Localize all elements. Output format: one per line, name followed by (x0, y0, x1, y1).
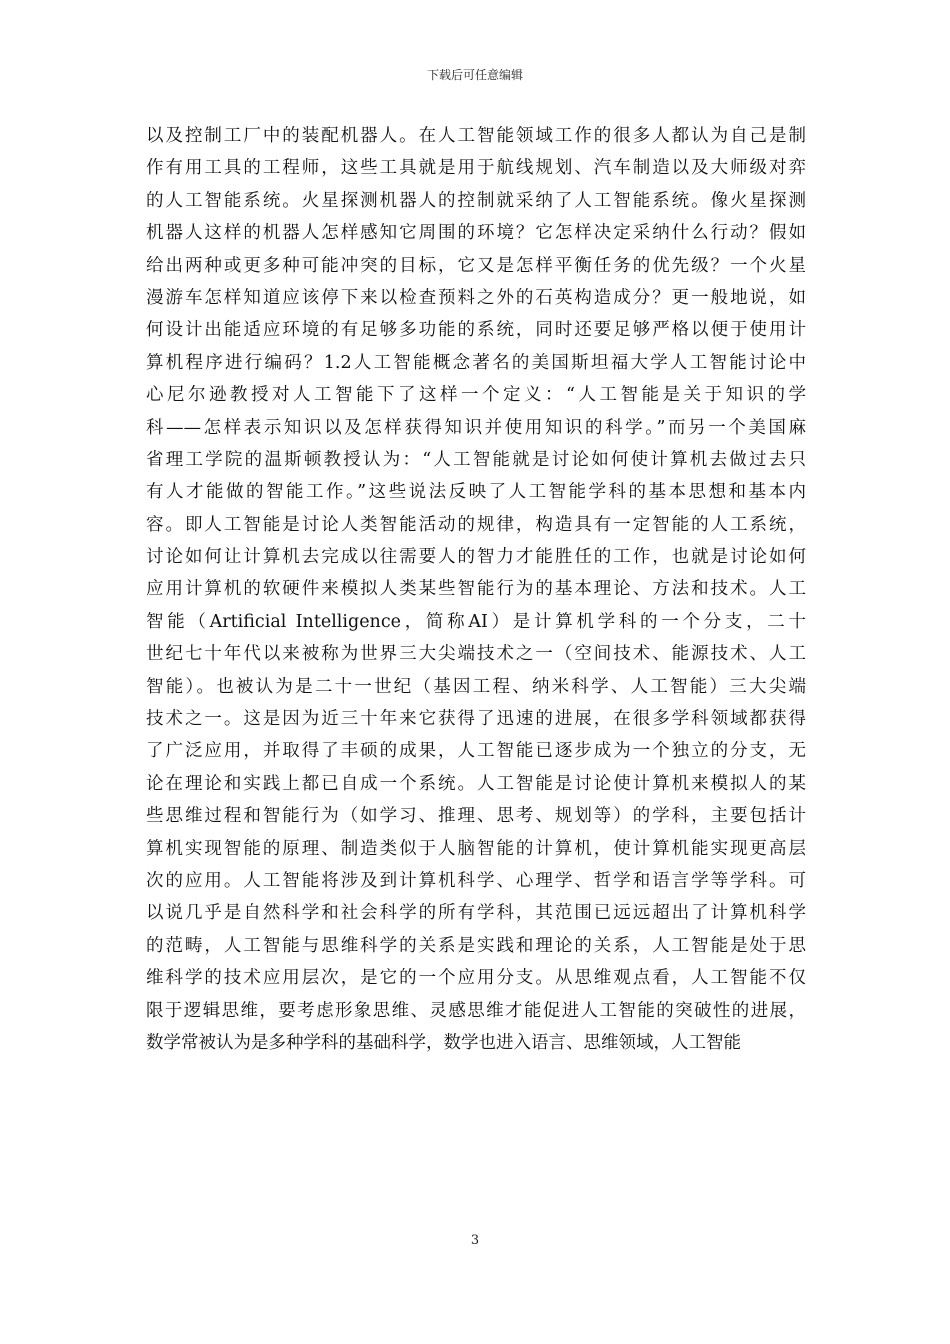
text-line: 科——怎样表示知识以及怎样获得知识并使用知识的科学。”而另一个美国麻 (146, 417, 806, 438)
text-line: 技术之一。这是因为近三十年来它获得了迅速的进展，在很多学科领域都获得 (146, 709, 806, 730)
text-line: 省理工学院的温斯顿教授认为：“人工智能就是讨论如何使计算机去做过去只 (146, 449, 806, 470)
text-line: 漫游车怎样知道应该停下来以检查预料之外的石英构造成分？更一般地说，如 (146, 287, 806, 308)
text-line: 维科学的技术应用层次，是它的一个应用分支。从思维观点看，人工智能不仅 (146, 968, 806, 989)
text-line: 智能）。也被认为是二十一世纪（基因工程、纳米科学、人工智能）三大尖端 (146, 676, 806, 697)
text-line: 给出两种或更多种可能冲突的目标，它又是怎样平衡任务的优先级？一个火星 (146, 255, 806, 276)
text-line: 了广泛应用，并取得了丰硕的成果，人工智能已逐步成为一个独立的分支，无 (146, 741, 806, 762)
text-line: 有人才能做的智能工作。”这些说法反映了人工智能学科的基本思想和基本内 (146, 482, 806, 503)
text-line: 的范畴，人工智能与思维科学的关系是实践和理论的关系，人工智能是处于思 (146, 935, 806, 956)
page-number: 3 (470, 1233, 480, 1248)
text-line: 作有用工具的工程师，这些工具就是用于航线规划、汽车制造以及大师级对弈 (146, 158, 806, 179)
text-line: 心尼尔逊教授对人工智能下了这样一个定义：“人工智能是关于知识的学 (146, 385, 806, 406)
text-line: 的人工智能系统。火星探测机器人的控制就采纳了人工智能系统。像火星探测 (146, 190, 806, 211)
text-line: 限于逻辑思维，要考虑形象思维、灵感思维才能促进人工智能的突破性的进展， (146, 1000, 806, 1021)
text-line: 数学常被认为是多种学科的基础科学，数学也进入语言、思维领域，人工智能 (146, 1032, 741, 1053)
text-line: 应用计算机的软硬件来模拟人类某些智能行为的基本理论、方法和技术。人工 (146, 579, 806, 600)
text-line: 讨论如何让计算机去完成以往需要人的智力才能胜任的工作，也就是讨论如何 (146, 547, 806, 568)
text-line: 何设计出能适应环境的有足够多功能的系统，同时还要足够严格以便于使用计 (146, 320, 806, 341)
text-line: 以说几乎是自然科学和社会科学的所有学科，其范围已远远超出了计算机科学 (146, 903, 806, 924)
text-line: 算机实现智能的原理、制造类似于人脑智能的计算机，使计算机能实现更高层 (146, 838, 806, 859)
text-line: 机器人这样的机器人怎样感知它周围的环境？它怎样决定采纳什么行动？假如 (146, 223, 806, 244)
text-line: 算机程序进行编码？1.2人工智能概念著名的美国斯坦福大学人工智能讨论中 (146, 352, 806, 373)
body-text (146, 120, 806, 1059)
page-header: 下载后可任意编辑 (426, 68, 523, 82)
text-line: 些思维过程和智能行为（如学习、推理、思考、规划等）的学科，主要包括计 (146, 806, 806, 827)
text-line: 论在理论和实践上都已自成一个系统。人工智能是讨论使计算机来模拟人的某 (146, 773, 806, 794)
text-line: 次的应用。人工智能将涉及到计算机科学、心理学、哲学和语言学等学科。可 (146, 870, 806, 891)
text-line: 智能（Artificial Intelligence，简称AI）是计算机学科的一个分支，二十 (146, 611, 806, 632)
text-line: 世纪七十年代以来被称为世界三大尖端技术之一（空间技术、能源技术、人工 (146, 644, 806, 665)
text-line: 以及控制工厂中的装配机器人。在人工智能领域工作的很多人都认为自己是制 (146, 126, 806, 146)
text-line: 容。即人工智能是讨论人类智能活动的规律，构造具有一定智能的人工系统， (146, 514, 806, 535)
